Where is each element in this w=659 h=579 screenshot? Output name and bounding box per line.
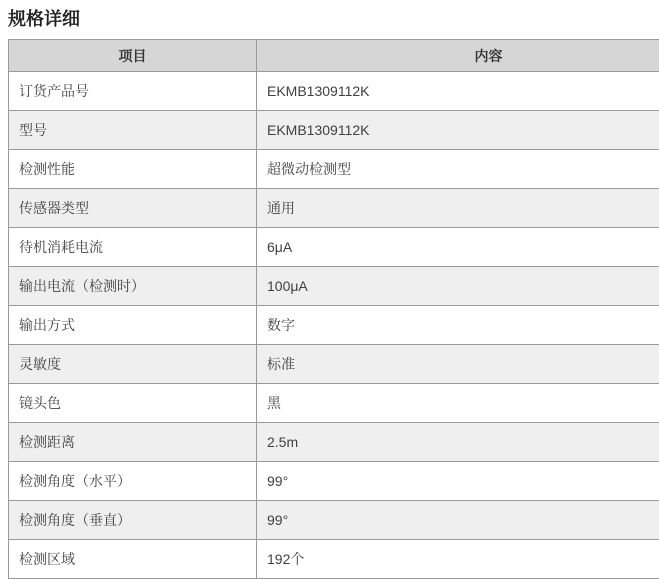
spec-item-cell: 订货产品号 <box>9 72 257 111</box>
header-row <box>9 40 659 72</box>
header-cell-value: 内容 <box>257 40 659 72</box>
table-row <box>9 306 659 345</box>
spec-value-cell: 99° <box>257 462 659 501</box>
spec-item-cell: 检测性能 <box>9 150 257 189</box>
page-title: 规格详细 <box>8 8 659 30</box>
table-row <box>9 423 659 462</box>
spec-value-cell: 99° <box>257 501 659 540</box>
spec-value-cell: 6μA <box>257 228 659 267</box>
spec-value-cell: 超微动检测型 <box>257 150 659 189</box>
spec-table <box>8 39 659 579</box>
spec-item-cell: 输出方式 <box>9 306 257 345</box>
spec-item-cell: 灵敏度 <box>9 345 257 384</box>
spec-item-cell: 待机消耗电流 <box>9 228 257 267</box>
spec-value-cell: 2.5m <box>257 423 659 462</box>
table-row <box>9 189 659 228</box>
spec-value-cell: 数字 <box>257 306 659 345</box>
spec-value-cell: EKMB1309112K <box>257 72 659 111</box>
table-row <box>9 228 659 267</box>
spec-value-cell: EKMB1309112K <box>257 111 659 150</box>
table-row <box>9 267 659 306</box>
table-row <box>9 501 659 540</box>
spec-table-body <box>9 72 659 579</box>
spec-item-cell: 输出电流（检测时） <box>9 267 257 306</box>
spec-value-cell: 100μA <box>257 267 659 306</box>
table-row <box>9 345 659 384</box>
spec-item-cell: 传感器类型 <box>9 189 257 228</box>
table-row <box>9 72 659 111</box>
table-row <box>9 540 659 579</box>
spec-value-cell: 标准 <box>257 345 659 384</box>
spec-value-cell: 通用 <box>257 189 659 228</box>
spec-value-cell: 黑 <box>257 384 659 423</box>
table-row <box>9 111 659 150</box>
spec-item-cell: 检测角度（垂直） <box>9 501 257 540</box>
spec-item-cell: 检测区域 <box>9 540 257 579</box>
spec-item-cell: 型号 <box>9 111 257 150</box>
table-row <box>9 150 659 189</box>
spec-item-cell: 检测距离 <box>9 423 257 462</box>
spec-item-cell: 镜头色 <box>9 384 257 423</box>
spec-table-header <box>9 40 659 72</box>
spec-item-cell: 检测角度（水平） <box>9 462 257 501</box>
table-row <box>9 384 659 423</box>
header-cell-item: 项目 <box>9 40 257 72</box>
table-row <box>9 462 659 501</box>
spec-value-cell: 192个 <box>257 540 659 579</box>
